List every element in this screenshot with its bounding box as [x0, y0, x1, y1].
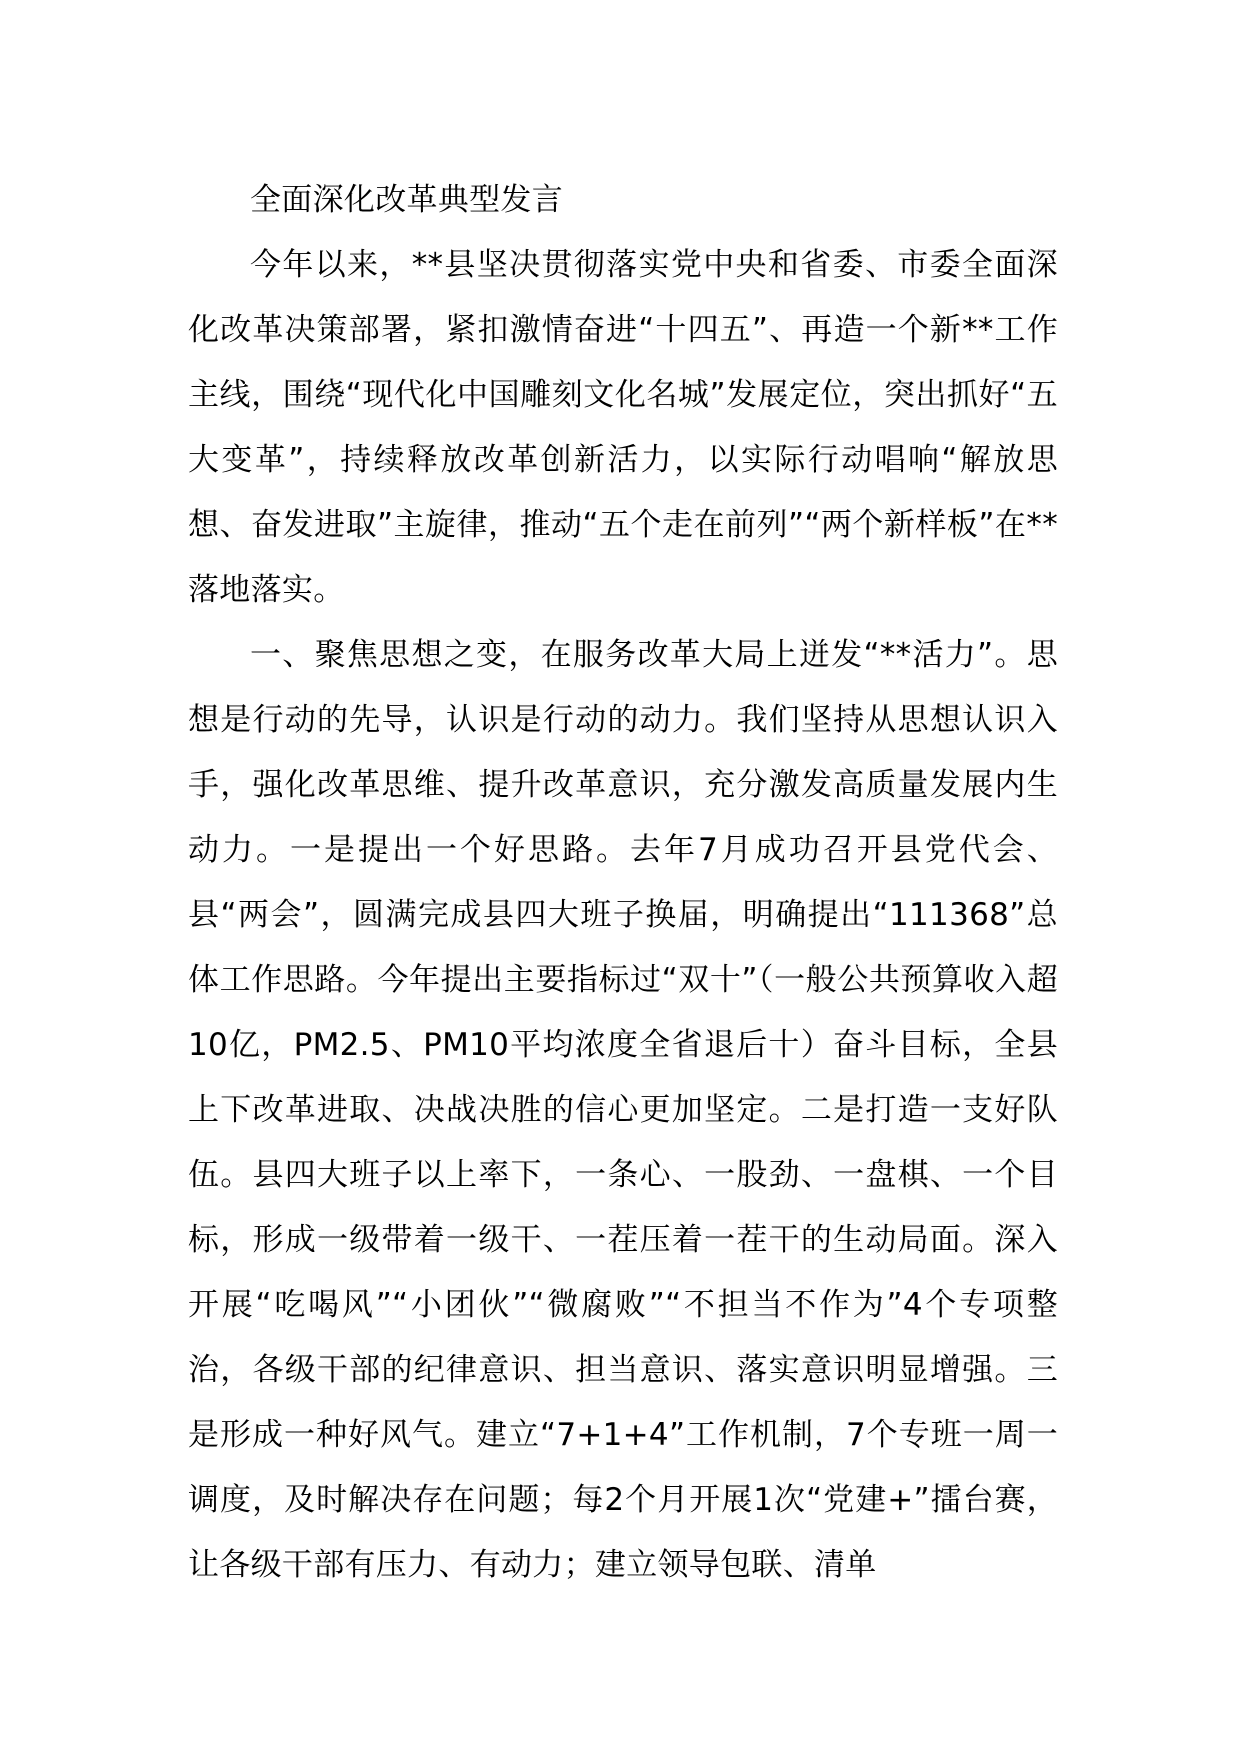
- document-title: 全面深化改革典型发言: [250, 182, 563, 218]
- paragraph-intro: 今年以来，**县坚决贯彻落实党中央和省委、市委全面深化改革决策部署，紧扣激情奋进“十四五”、再造一个新**工作主线，围绕“现代化中国雕刻文化名城”发展定位，突出抓好“五大变革”，持续释放改革创新活力，以实际行动唱响“解放思想、奋发进取”主旋律，推动“五个走在前列”“两个新样板”在**落地落实。: [188, 247, 1058, 608]
- document-body: [188, 168, 1058, 1598]
- paragraph-section-one: 一、聚焦思想之变，在服务改革大局上迸发“**活力”。思想是行动的先导，认识是行动的动力。我们坚持从思想认识入手，强化改革思维、提升改革意识，充分激发高质量发展内生动力。一是提出一个好思路。去年7月成功召开县党代会、县“两会”，圆满完成县四大班子换届，明确提出“111368”总体工作思路。今年提出主要指标过“双十”（一般公共预算收入超10亿，PM2.5、PM10平均浓度全省退后十）奋斗目标，全县上下改革进取、决战决胜的信心更加坚定。二是打造一支好队伍。县四大班子以上率下，一条心、一股劲、一盘棋、一个目标，形成一级带着一级干、一茬压着一茬干的生动局面。深入开展“吃喝风”“小团伙”“微腐败”“不担当不作为”4个专项整治，各级干部的纪律意识、担当意识、落实意识明显增强。三是形成一种好风气。建立“7+1+4”工作机制，7个专班一周一调度，及时解决存在问题；每2个月开展1次“党建+”擂台赛，让各级干部有压力、有动力；建立领导包联、清单: [188, 637, 1058, 1583]
